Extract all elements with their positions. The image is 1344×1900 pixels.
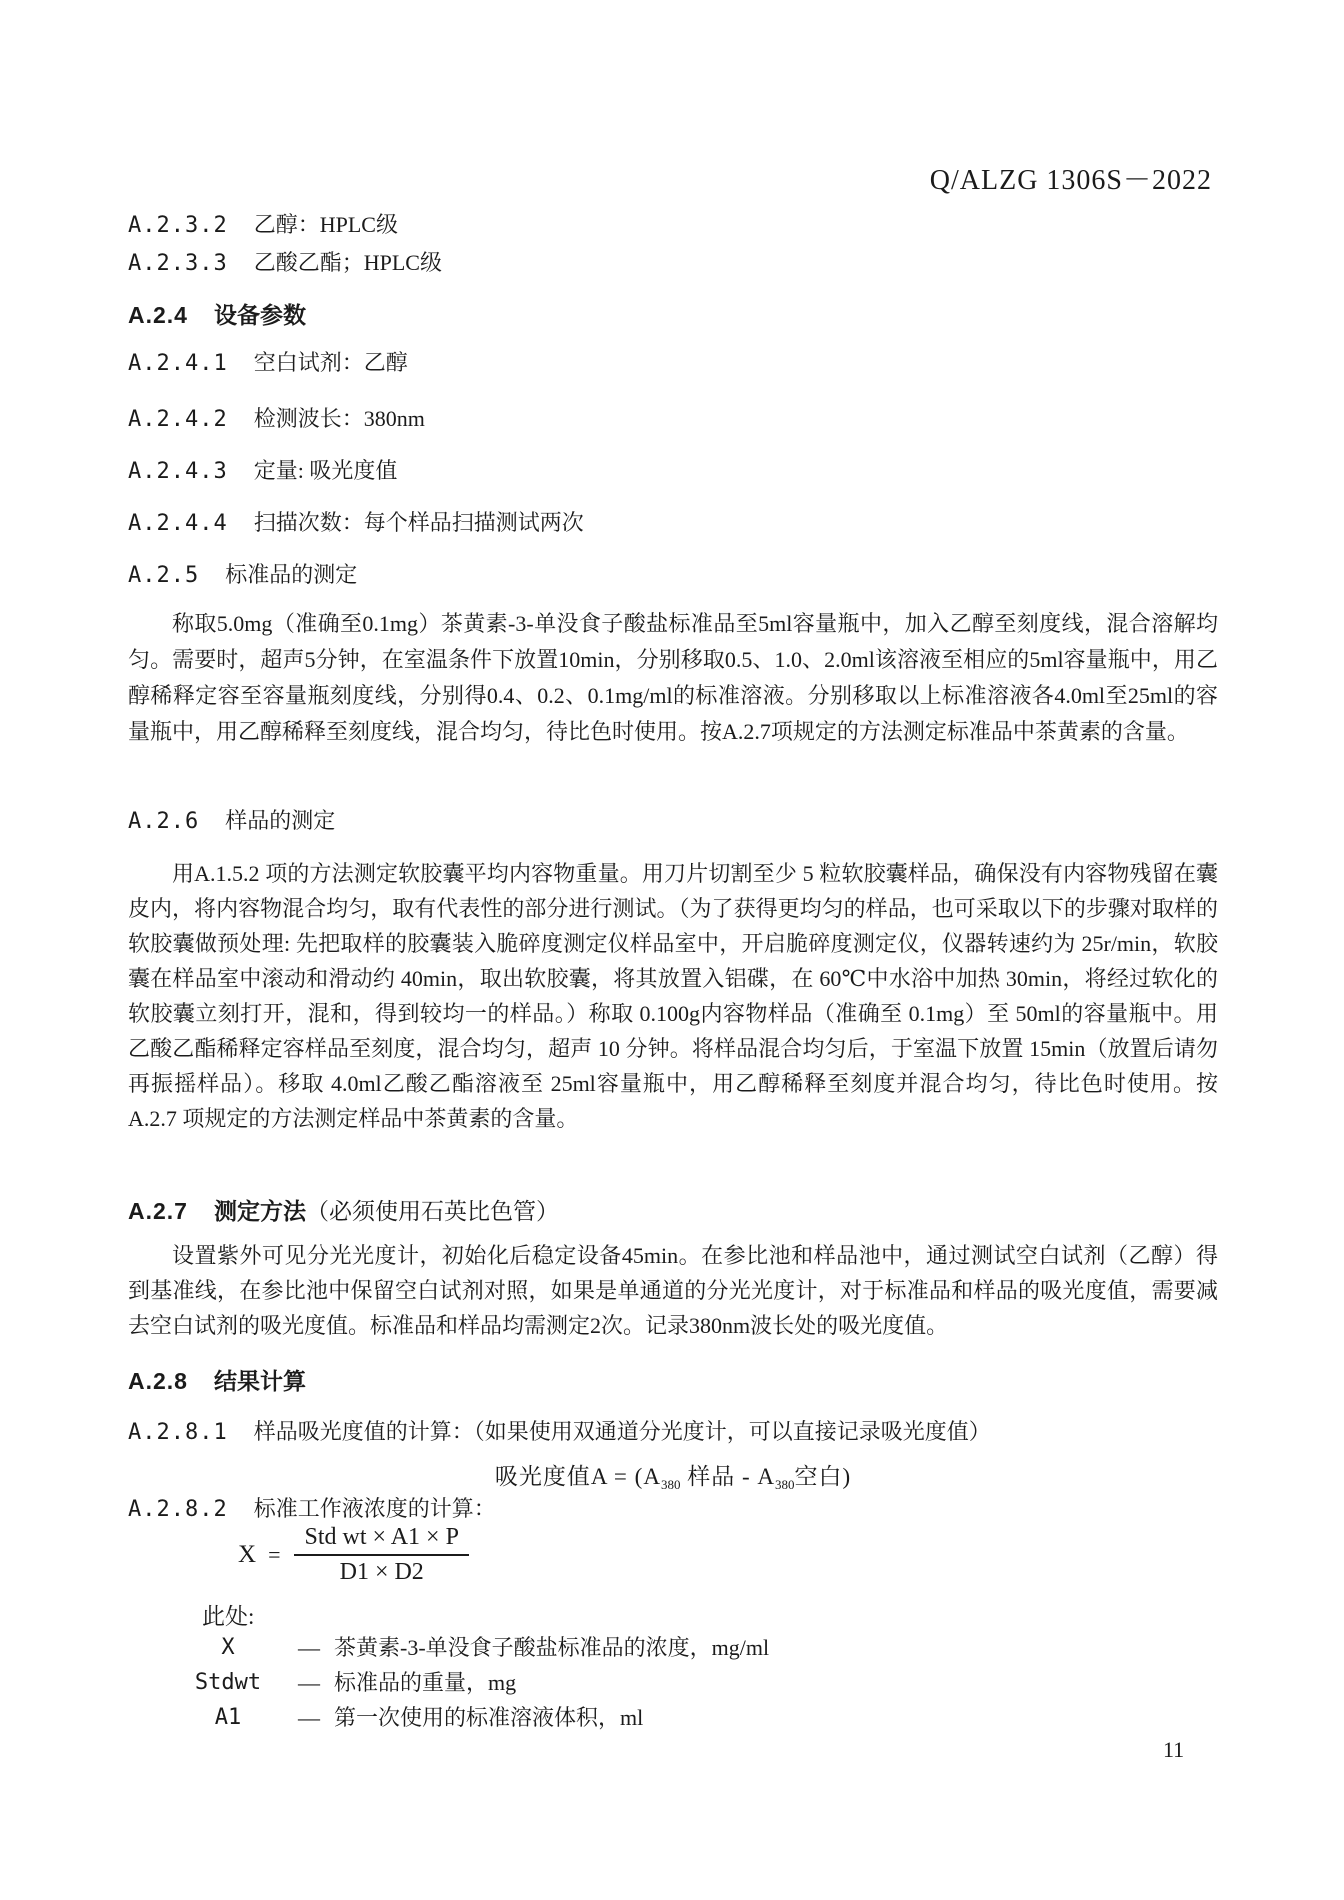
- absorbance-subscript-2: 380: [774, 1477, 795, 1492]
- clause-a281-text: 样品吸光度值的计算：（如果使用双通道分光度计，可以直接记录吸光度值）: [253, 1419, 991, 1444]
- clause-a232-number: A.2.3.2: [128, 213, 228, 238]
- clause-a282: [128, 1494, 1218, 1525]
- fraction-numerator: Std wt × A1 × P: [294, 1524, 468, 1556]
- paragraph-a26-body: 用A.1.5.2 项的方法测定软胶囊平均内容物重量。用刀片切割至少 5 粒软胶囊样品，确保没有内容物残留在囊皮内，将内容物混合均匀，取有代表性的部分进行测试。（为了获得更均匀的样品，也可采取以下的步骤对取样的软胶囊做预处理: 先把取样的胶囊装入脆碎度测定仪样品室中，开启脆碎度测定仪，仪器转速约为 25r/min，软胶囊在样品室中滚动和滑动约 40min，取出软胶囊，将其放置入铝碟，在 60℃中水浴中加热 30min，将经过软化的软胶囊立刻打开，混和，得到较均一的样品。）称取 0.100g内容物样品（准确至 0.1mg）至 50ml的容量瓶中。用乙酸乙酯稀释定容样品至刻度，混合均匀，超声 10 分钟。将样品混合均匀后，于室温下放置 15min（放置后请勿再振摇样品）。移取 4.0ml乙酸乙酯溶液至 25ml容量瓶中，用乙醇稀释至刻度并混合均匀，待比色时使用。按A.2.7 项规定的方法测定样品中茶黄素的含量。: [128, 861, 1218, 1131]
- clause-a241-text: 空白试剂：乙醇: [253, 350, 408, 375]
- definition-meaning: 标准品的重量，mg: [334, 1670, 517, 1695]
- definitions-intro: 此处:: [202, 1604, 255, 1629]
- clause-a233: [128, 248, 1218, 279]
- definition-meaning: 茶黄素-3-单没食子酸盐标准品的浓度，mg/ml: [334, 1635, 770, 1660]
- clause-a244: [128, 508, 1218, 539]
- page-number: 11: [1163, 1737, 1185, 1762]
- clause-a233-number: A.2.3.3: [128, 251, 228, 276]
- definition-symbol: A1: [214, 1705, 242, 1730]
- clause-a243-number: A.2.4.3: [128, 459, 228, 484]
- clause-a282-number: A.2.8.2: [128, 1497, 228, 1522]
- section-a27-number: A.2.7: [128, 1198, 188, 1224]
- section-a28-title: 结果计算: [213, 1368, 306, 1394]
- definition-dash: —: [298, 1635, 320, 1660]
- section-a26-title: 样品的测定: [225, 808, 336, 833]
- section-heading-a28: [128, 1366, 1218, 1397]
- section-heading-a24: [128, 300, 1218, 331]
- clause-a233-text: 乙酸乙酯；HPLC级: [253, 250, 442, 275]
- clause-a242: [128, 404, 1218, 435]
- section-heading-a27: [128, 1196, 1218, 1227]
- definition-row: [128, 1700, 1218, 1735]
- clause-a241-number: A.2.4.1: [128, 351, 228, 376]
- paragraph-a25-body: 称取5.0mg（准确至0.1mg）茶黄素-3-单没食子酸盐标准品至5ml容量瓶中，加入乙醇至刻度线，混合溶解均匀。需要时，超声5分钟，在室温条件下放置10min，分别移取0.5、1.0、2.0ml该溶液至相应的5ml容量瓶中，用乙醇稀释定容至容量瓶刻度线，分别得0.4、0.2、0.1mg/ml的标准溶液。分别移取以上标准溶液各4.0ml至25ml的容量瓶中，用乙醇稀释至刻度线，混合均匀，待比色时使用。按A.2.7项规定的方法测定标准品中茶黄素的含量。: [128, 611, 1218, 744]
- section-a24-number: A.2.4: [128, 302, 188, 328]
- definition-symbol: X: [221, 1635, 235, 1660]
- clause-a281: [128, 1417, 1218, 1448]
- fraction-denominator: D1 × D2: [339, 1559, 424, 1585]
- clause-a232: [128, 210, 1218, 241]
- section-a28-number: A.2.8: [128, 1368, 188, 1394]
- absorbance-formula-part3: 空白): [794, 1464, 852, 1489]
- paragraph-a27-body: 设置紫外可见分光光度计，初始化后稳定设备45min。在参比池和样品池中，通过测试空白试剂（乙醇）得到基准线，在参比池中保留空白试剂对照，如果是单通道的分光光度计，对于标准品和样品的吸光度值，需要减去空白试剂的吸光度值。标准品和样品均需测定2次。记录380nm波长处的吸光度值。: [128, 1243, 1218, 1338]
- section-a27-title-suffix: （必须使用石英比色管）: [305, 1199, 559, 1224]
- section-a25-number: A.2.5: [128, 563, 200, 588]
- section-a27-title: 测定方法: [213, 1198, 306, 1224]
- section-heading-a25: [128, 560, 1218, 591]
- clause-a244-text: 扫描次数：每个样品扫描测试两次: [253, 510, 584, 535]
- clause-a282-text: 标准工作液浓度的计算：: [253, 1496, 496, 1521]
- fraction: [294, 1524, 468, 1586]
- absorbance-formula-part1: 吸光度值A = (A: [494, 1464, 661, 1489]
- clause-a243-text: 定量: 吸光度值: [253, 458, 398, 483]
- definition-dash: —: [298, 1705, 320, 1730]
- symbol-definitions: [128, 1630, 1218, 1735]
- clause-a243: [128, 456, 1218, 487]
- section-a26-number: A.2.6: [128, 809, 200, 834]
- clause-a244-number: A.2.4.4: [128, 511, 228, 536]
- definition-meaning: 第一次使用的标准溶液体积，ml: [334, 1705, 644, 1730]
- definition-symbol: Stdwt: [194, 1670, 262, 1695]
- absorbance-formula: [128, 1458, 1218, 1493]
- equals-sign: =: [268, 1542, 281, 1567]
- clause-a242-number: A.2.4.2: [128, 407, 228, 432]
- definition-row: [128, 1630, 1218, 1665]
- section-a25-title: 标准品的测定: [225, 562, 358, 587]
- absorbance-formula-part2: 样品 - A: [680, 1464, 775, 1489]
- absorbance-subscript-1: 380: [660, 1477, 681, 1492]
- definition-row: [128, 1665, 1218, 1700]
- definition-dash: —: [298, 1670, 320, 1695]
- clause-a242-text: 检测波长：380nm: [253, 406, 425, 431]
- concentration-formula: [238, 1524, 469, 1586]
- concentration-lhs: X: [238, 1541, 257, 1568]
- section-heading-a26: [128, 806, 1218, 837]
- document-code: Q/ALZG 1306S－2022: [929, 165, 1212, 196]
- clause-a241: [128, 348, 1218, 379]
- section-a24-title: 设备参数: [213, 302, 306, 328]
- clause-a281-number: A.2.8.1: [128, 1420, 228, 1445]
- clause-a232-text: 乙醇：HPLC级: [253, 212, 398, 237]
